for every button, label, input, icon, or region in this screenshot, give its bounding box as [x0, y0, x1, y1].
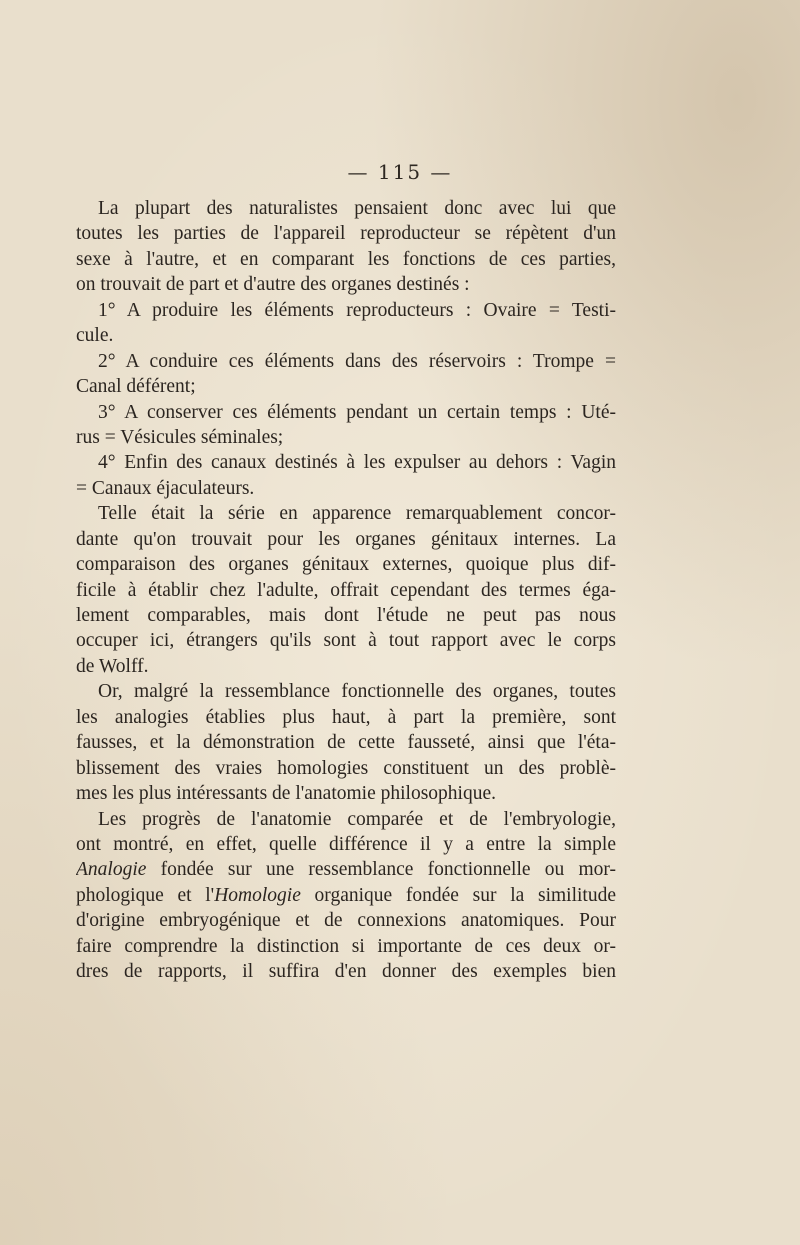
text-line: 2° A conduire ces éléments dans des réservoirs : Trompe = [98, 350, 616, 372]
text-line: on trouvait de part et d'autre des organes destinés : [76, 274, 470, 296]
text-line: occuper ici, étrangers qu'ils sont à tout rapport avec le corps [76, 630, 616, 652]
text-line: Or, malgré la ressemblance fonctionnelle des organes, toutes [98, 681, 616, 703]
text-line: sexe à l'autre, et en comparant les fonctions de ces parties, [76, 248, 616, 270]
text-line: 1° A produire les éléments reproducteurs : Ovaire = Testi- [98, 299, 616, 321]
text-line: ficile à établir chez l'adulte, offrait cependant des termes éga- [76, 579, 616, 601]
text-line: rus = Vésicules séminales; [76, 426, 284, 448]
page-number: — 115 — [347, 160, 453, 184]
text-line: faire comprendre la distinction si importante de ces deux or- [76, 935, 616, 957]
body-text [76, 196, 616, 985]
text-segment: organique fondée sur la similitude [300, 884, 616, 906]
text-line: Canal déférent; [76, 376, 196, 398]
text-line: fausses, et la démonstration de cette fausseté, ainsi que l'éta- [76, 732, 616, 754]
text-line [76, 857, 616, 882]
text-line: cule. [76, 325, 114, 347]
text-line: La plupart des naturalistes pensaient donc avec lui que [98, 198, 616, 219]
italic-term: Analogie [76, 859, 147, 881]
text-line: comparaison des organes génitaux externes, quoique plus dif- [76, 554, 616, 576]
text-line: Telle était la série en apparence remarquablement concor- [98, 503, 616, 525]
text-line: de Wolff. [76, 655, 149, 677]
text-line: mes les plus intéressants de l'anatomie philosophique. [76, 783, 496, 805]
text-line: ont montré, en effet, quelle différence il y a entre la simple [76, 833, 616, 855]
text-line: 3° A conserver ces éléments pendant un certain temps : Uté- [98, 401, 616, 423]
text-line: d'origine embryogénique et de connexions anatomiques. Pour [76, 910, 616, 932]
text-line: toutes les parties de l'appareil reproducteur se répètent d'un [76, 223, 616, 245]
text-line: dres de rapports, il suffira d'en donner des exemples bien [76, 961, 616, 983]
text-line: Les progrès de l'anatomie comparée et de l'embryologie, [98, 808, 616, 830]
text-line: = Canaux éjaculateurs. [76, 477, 255, 499]
text-segment: fondée sur une ressemblance fonctionnelle ou mor- [146, 859, 616, 881]
text-line: 4° Enfin des canaux destinés à les expulser au dehors : Vagin [98, 452, 616, 474]
text-line [76, 883, 616, 908]
text-line: blissement des vraies homologies constituent un des problè- [76, 757, 616, 779]
text-line: les analogies établies plus haut, à part la première, sont [76, 706, 616, 728]
italic-term: Homologie [214, 884, 301, 906]
text-line: lement comparables, mais dont l'étude ne peut pas nous [76, 605, 616, 626]
text-line: dante qu'on trouvait pour les organes génitaux internes. La [76, 528, 616, 550]
text-segment: phologique et l' [76, 884, 215, 906]
